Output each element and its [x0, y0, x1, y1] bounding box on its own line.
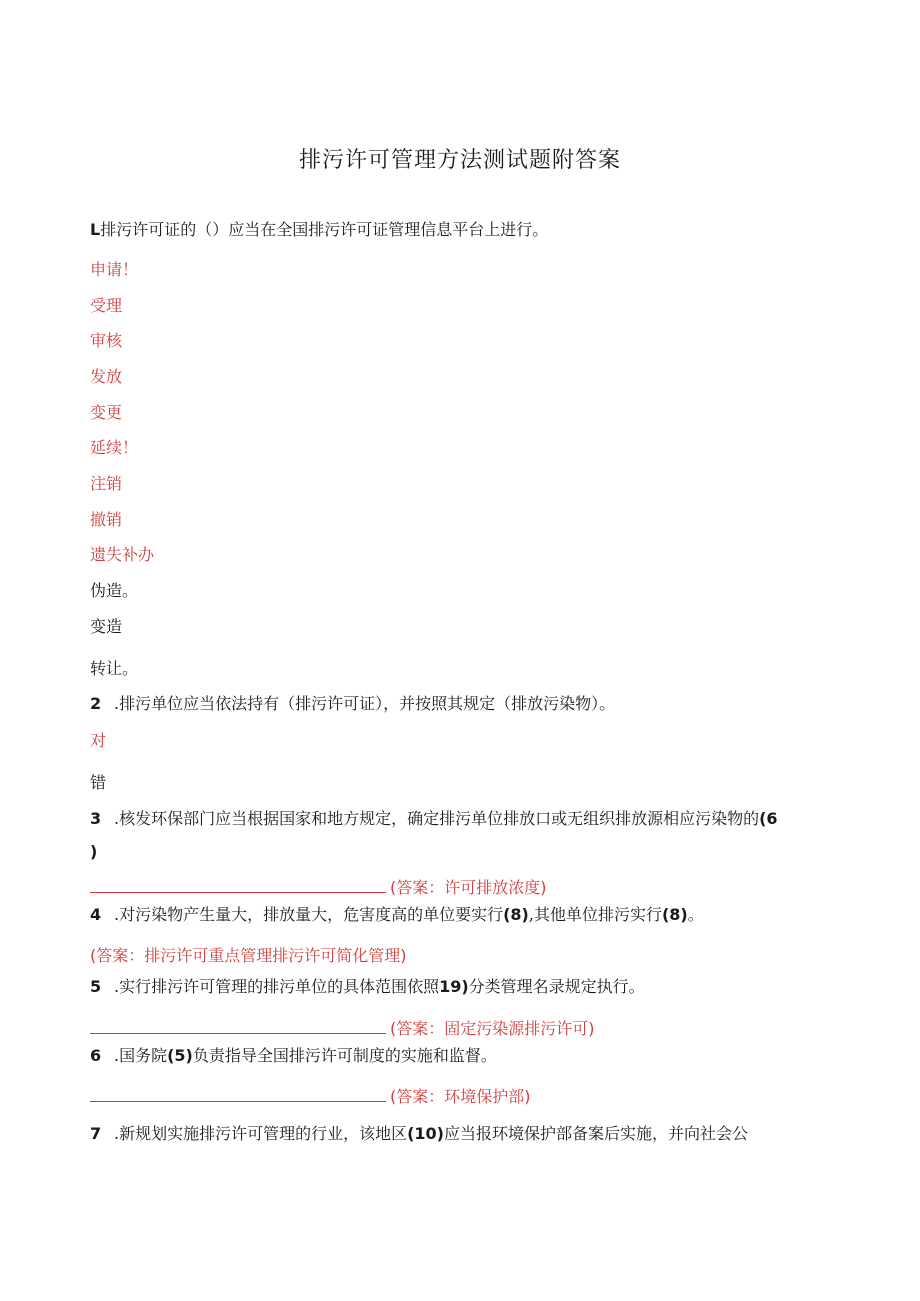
answer-blank — [90, 878, 386, 893]
question-text-continued: ) — [90, 842, 98, 861]
option-red-4: 发放 — [90, 367, 123, 386]
option-red-8: 撤销 — [90, 510, 123, 529]
blank-label: (10) — [407, 1124, 444, 1143]
option-false: 错 — [90, 773, 107, 792]
question-number: L — [90, 220, 101, 239]
question-text: .排污单位应当依法持有（排污许可证），并按照其规定（排放污染物）。 — [114, 694, 616, 713]
answer-text: (答案：环境保护部) — [390, 1087, 531, 1106]
option-red-7: 注销 — [90, 474, 123, 493]
option-black-3: 转让。 — [90, 659, 139, 678]
answer-text-4: (答案：排污许可重点管理排污许可简化管理) — [90, 946, 407, 965]
question-text: .国务院 — [114, 1046, 168, 1065]
question-number: 2 — [90, 694, 102, 713]
question-7 — [90, 1121, 748, 1144]
question-text: ,其他单位排污实行 — [528, 905, 662, 924]
option-black-1: 伪造。 — [90, 581, 139, 600]
question-5 — [90, 974, 645, 997]
option-red-1: 申请！ — [90, 260, 139, 279]
question-1 — [90, 217, 548, 240]
option-red-6: 延续！ — [90, 438, 139, 457]
question-text: .对污染物产生量大，排放量大，危害度高的单位要实行 — [114, 905, 504, 924]
question-6 — [90, 1043, 497, 1066]
question-number: 7 — [90, 1124, 102, 1143]
question-text: 负责指导全国排污许可制度的实施和监督。 — [192, 1046, 497, 1065]
question-2 — [90, 691, 615, 714]
document-title: 排污许可管理方法测试题附答案 — [298, 148, 621, 173]
option-black-2: 变造 — [90, 617, 123, 636]
question-text: 分类管理名录规定执行。 — [468, 977, 645, 996]
answer-blank — [90, 1087, 386, 1102]
blank-label: 19) — [439, 977, 469, 996]
blank-label: (5) — [167, 1046, 193, 1065]
question-text: 排污许可证的（）应当在全国排污许可证管理信息平台上进行。 — [100, 220, 549, 239]
question-text: .核发环保部门应当根据国家和地方规定，确定排污单位排放口或无组织排放源相应污染物的 — [114, 809, 760, 828]
answer-blank — [90, 1019, 386, 1034]
answer-line-6 — [90, 1084, 531, 1107]
question-number: 6 — [90, 1046, 102, 1065]
question-text: .新规划实施排污许可管理的行业，该地区 — [114, 1124, 408, 1143]
question-text: 。 — [687, 905, 704, 924]
blank-label: (8) — [503, 905, 529, 924]
option-red-5: 变更 — [90, 403, 123, 422]
answer-text: (答案：许可排放浓度) — [390, 878, 547, 897]
answer-line-3 — [90, 875, 547, 898]
option-red-3: 审核 — [90, 331, 123, 350]
question-number: 5 — [90, 977, 102, 996]
question-text: 应当报环境保护部备案后实施，并向社会公 — [443, 1124, 748, 1143]
answer-text: (答案：固定污染源排污许可) — [390, 1019, 595, 1038]
question-number: 4 — [90, 905, 102, 924]
option-red-9: 遗失补办 — [90, 545, 155, 564]
question-text: .实行排污许可管理的排污单位的具体范围依照 — [114, 977, 440, 996]
option-red-2: 受理 — [90, 296, 123, 315]
answer-line-5 — [90, 1016, 595, 1039]
option-true: 对 — [90, 731, 107, 750]
question-number: 3 — [90, 809, 102, 828]
question-3 — [90, 806, 778, 829]
blank-label: (6 — [759, 809, 778, 828]
blank-label: (8) — [661, 905, 688, 924]
question-4 — [90, 902, 704, 925]
